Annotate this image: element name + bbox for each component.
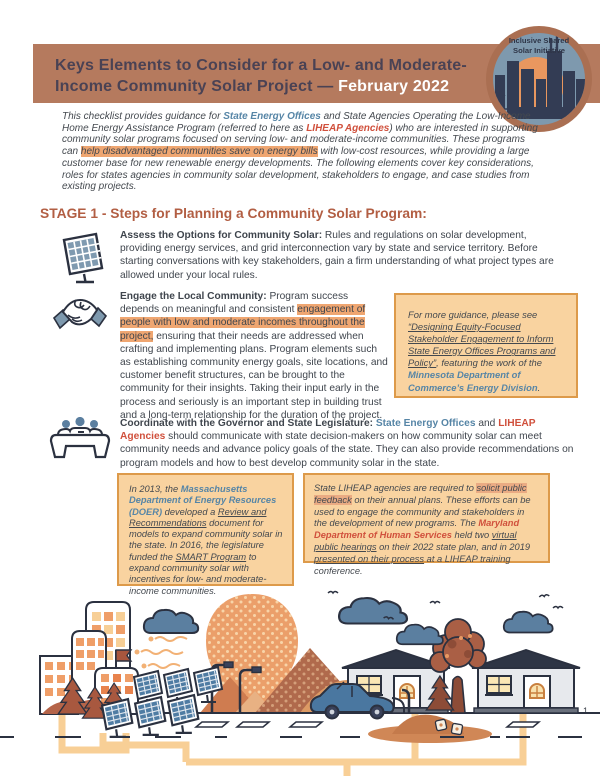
- text-segment: on their 2022 state plan, and in 2019: [376, 541, 531, 552]
- text-segment: Assess the Options for Community Solar:: [120, 230, 325, 241]
- item-assess-options: [120, 229, 570, 282]
- road-markings: [0, 722, 582, 737]
- text-segment: document for models to expand community solar in the state. In 2016, the legislature funded the: [129, 517, 283, 562]
- inline-link[interactable]: SMART Program: [175, 551, 247, 562]
- page-title: [55, 55, 523, 97]
- text-segment: , featuring the work of the: [436, 357, 542, 369]
- wind-lines: [135, 637, 188, 669]
- text-segment: This checklist provides guidance for: [62, 111, 224, 122]
- community-illustration: [0, 586, 600, 776]
- meeting-table-icon: [48, 417, 112, 470]
- text-segment: Minnesota Department of Commerce’s Energy Division: [408, 369, 538, 393]
- text-segment: ensuring that their needs are addressed when crafting and implementing plans. Program elements such as establishing community energy goals, site locations, and customer benefit structures, can be brought to the community for their insights. Taking their input early in the process and seriously is an important step in building trust and a long-term relationship for the duration of the project.: [120, 330, 388, 421]
- text-segment: State Energy Offices: [223, 111, 321, 122]
- text-segment: should communicate with state decision-makers on how community solar can meet community needs and advance policy goals of the state. They can also provide recommendations on program models and how to best develop community solar in the state.: [120, 431, 574, 469]
- text-segment: developed a: [162, 506, 218, 517]
- case-study-massachusetts-box: [117, 473, 294, 596]
- handshake-icon: [50, 292, 110, 351]
- text-segment: with low-cost resources, while providing a large customer base for new renewable energy developments. The following elements cover key considerations, roles for states agencies in community solar development, stakeholders to engage, and case studies from existing projects.: [62, 146, 534, 193]
- text-segment: ) who are interested in supporting community solar programs focused on serving low- and moderate-income communities. These programs can: [62, 122, 538, 158]
- intro-paragraph: [62, 111, 542, 193]
- text-segment: on their annual plans. These efforts can be used to engage the community and stakeholders in the development of new programs. The: [314, 494, 531, 529]
- text-segment: Engage the Local Community:: [120, 291, 270, 302]
- text-segment: held two: [451, 530, 492, 541]
- inline-link[interactable]: virtual public hearings: [314, 530, 517, 552]
- guidance-callout-box: [394, 293, 578, 398]
- text-segment: engagement of people with low and moderate incomes throughout the project,: [120, 304, 366, 342]
- text-segment: at a LIHEAP training conference.: [314, 553, 511, 576]
- stage1-heading: STAGE 1 - Steps for Planning a Community Solar Program:: [40, 206, 427, 221]
- inline-link[interactable]: “Designing Equity-Focused Stakeholder Engagement to Inform State Energy Offices Programs and Policy”: [408, 321, 556, 369]
- item-coordinate-governor: [120, 417, 574, 470]
- text-segment: LIHEAP Agencies: [306, 122, 390, 134]
- cloud-icon: [144, 610, 198, 633]
- dirt-mound: [368, 715, 492, 743]
- text-segment: solicit public feedback: [314, 483, 527, 505]
- inline-link[interactable]: Review and Recommendations: [129, 506, 267, 528]
- text-segment: Massachusetts Department of Energy Resources (DOER): [129, 484, 277, 517]
- text-segment: Coordinate with the Governor and State Legislature:: [120, 418, 376, 429]
- text-segment: February 2022: [338, 78, 450, 95]
- text-segment: help disadvantaged communities save on energy bills: [80, 146, 318, 158]
- text-segment: Program success depends on meaningful and consistent: [120, 291, 349, 316]
- badge-line2: Solar Initiative: [513, 45, 565, 55]
- item-engage-community: [120, 290, 388, 422]
- text-segment: Keys Elements to Consider for a Low- and Moderate-Income Community Solar Project —: [55, 57, 467, 95]
- text-segment: and State Agencies Operating the Low-Income Home Energy Assistance Program (referred to here as: [62, 111, 531, 134]
- inline-link[interactable]: presented on their process: [314, 553, 425, 564]
- text-segment: State Energy Offices: [375, 418, 476, 429]
- text-segment: State LIHEAP agencies are required to: [314, 483, 477, 493]
- text-segment: and: [475, 418, 499, 429]
- text-segment: Maryland Department of Human Services: [314, 518, 520, 541]
- text-segment: For more guidance, please see: [408, 309, 538, 320]
- text-segment: to expand community solar with incentives for low- and moderate-income communities.: [129, 551, 267, 596]
- text-segment: LIHEAP Agencies: [120, 418, 536, 443]
- initiative-name: [494, 36, 584, 55]
- page-number: 1: [583, 706, 589, 716]
- text-segment: In 2013, the: [129, 484, 181, 494]
- text-segment: Rules and regulations on solar development, providing energy services, and grid interconnection vary by state and service territory. Before starting conversations with key stakeholders, gain a firm understanding of what project types are allowed under your local rules.: [120, 230, 554, 281]
- house: [472, 650, 580, 713]
- text-segment: .: [537, 381, 541, 393]
- badge-line1: Inclusive Shared: [508, 36, 570, 45]
- solar-panel-icon: [57, 231, 107, 290]
- case-study-liheap-box: [303, 473, 550, 576]
